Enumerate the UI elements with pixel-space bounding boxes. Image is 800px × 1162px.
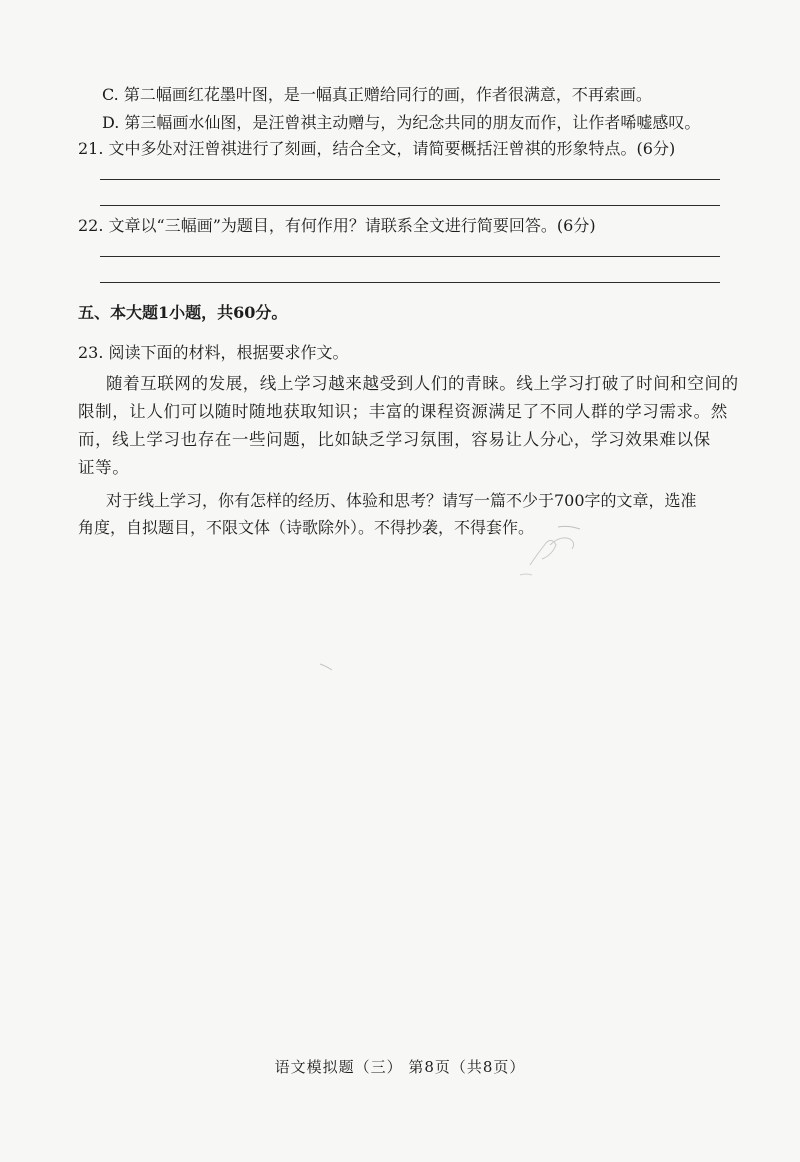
answer-line: [100, 205, 720, 206]
pencil-mark: [318, 660, 338, 674]
task-line: 对于线上学习，你有怎样的经历、体验和思考？请写一篇不少于700字的文章，选准: [106, 491, 697, 510]
page-footer: 语文模拟题（三） 第8页（共8页）: [274, 1058, 526, 1076]
task-line: 角度，自拟题目，不限文体（诗歌除外）。不得抄袭，不得套作。: [78, 518, 535, 537]
question-22: 22. 文章以“三幅画”为题目，有何作用？请联系全文进行简要回答。(6分): [78, 216, 596, 235]
pencil-scribble: [510, 515, 600, 585]
answer-line: [100, 256, 720, 257]
material-line: 限制，让人们可以随时随地获取知识；丰富的课程资源满足了不同人群的学习需求。然: [78, 402, 728, 421]
material-line: 随着互联网的发展，线上学习越来越受到人们的青睐。线上学习打破了时间和空间的: [106, 374, 739, 393]
option-c: C. 第二幅画红花墨叶图，是一幅真正赠给同行的画，作者很满意，不再索画。: [102, 85, 652, 104]
answer-line: [100, 282, 720, 283]
question-21: 21. 文中多处对汪曾祺进行了刻画，结合全文，请简要概括汪曾祺的形象特点。(6分): [78, 139, 676, 158]
option-d: D. 第三幅画水仙图，是汪曾祺主动赠与，为纪念共同的朋友而作，让作者唏嘘感叹。: [102, 113, 701, 132]
material-line: 证等。: [78, 458, 130, 477]
question-23: 23. 阅读下面的材料，根据要求作文。: [78, 343, 349, 362]
section-5-heading: 五、本大题1小题，共60分。: [78, 303, 288, 322]
material-line: 而，线上学习也存在一些问题，比如缺乏学习氛围，容易让人分心，学习效果难以保: [78, 430, 711, 449]
answer-line: [100, 179, 720, 180]
